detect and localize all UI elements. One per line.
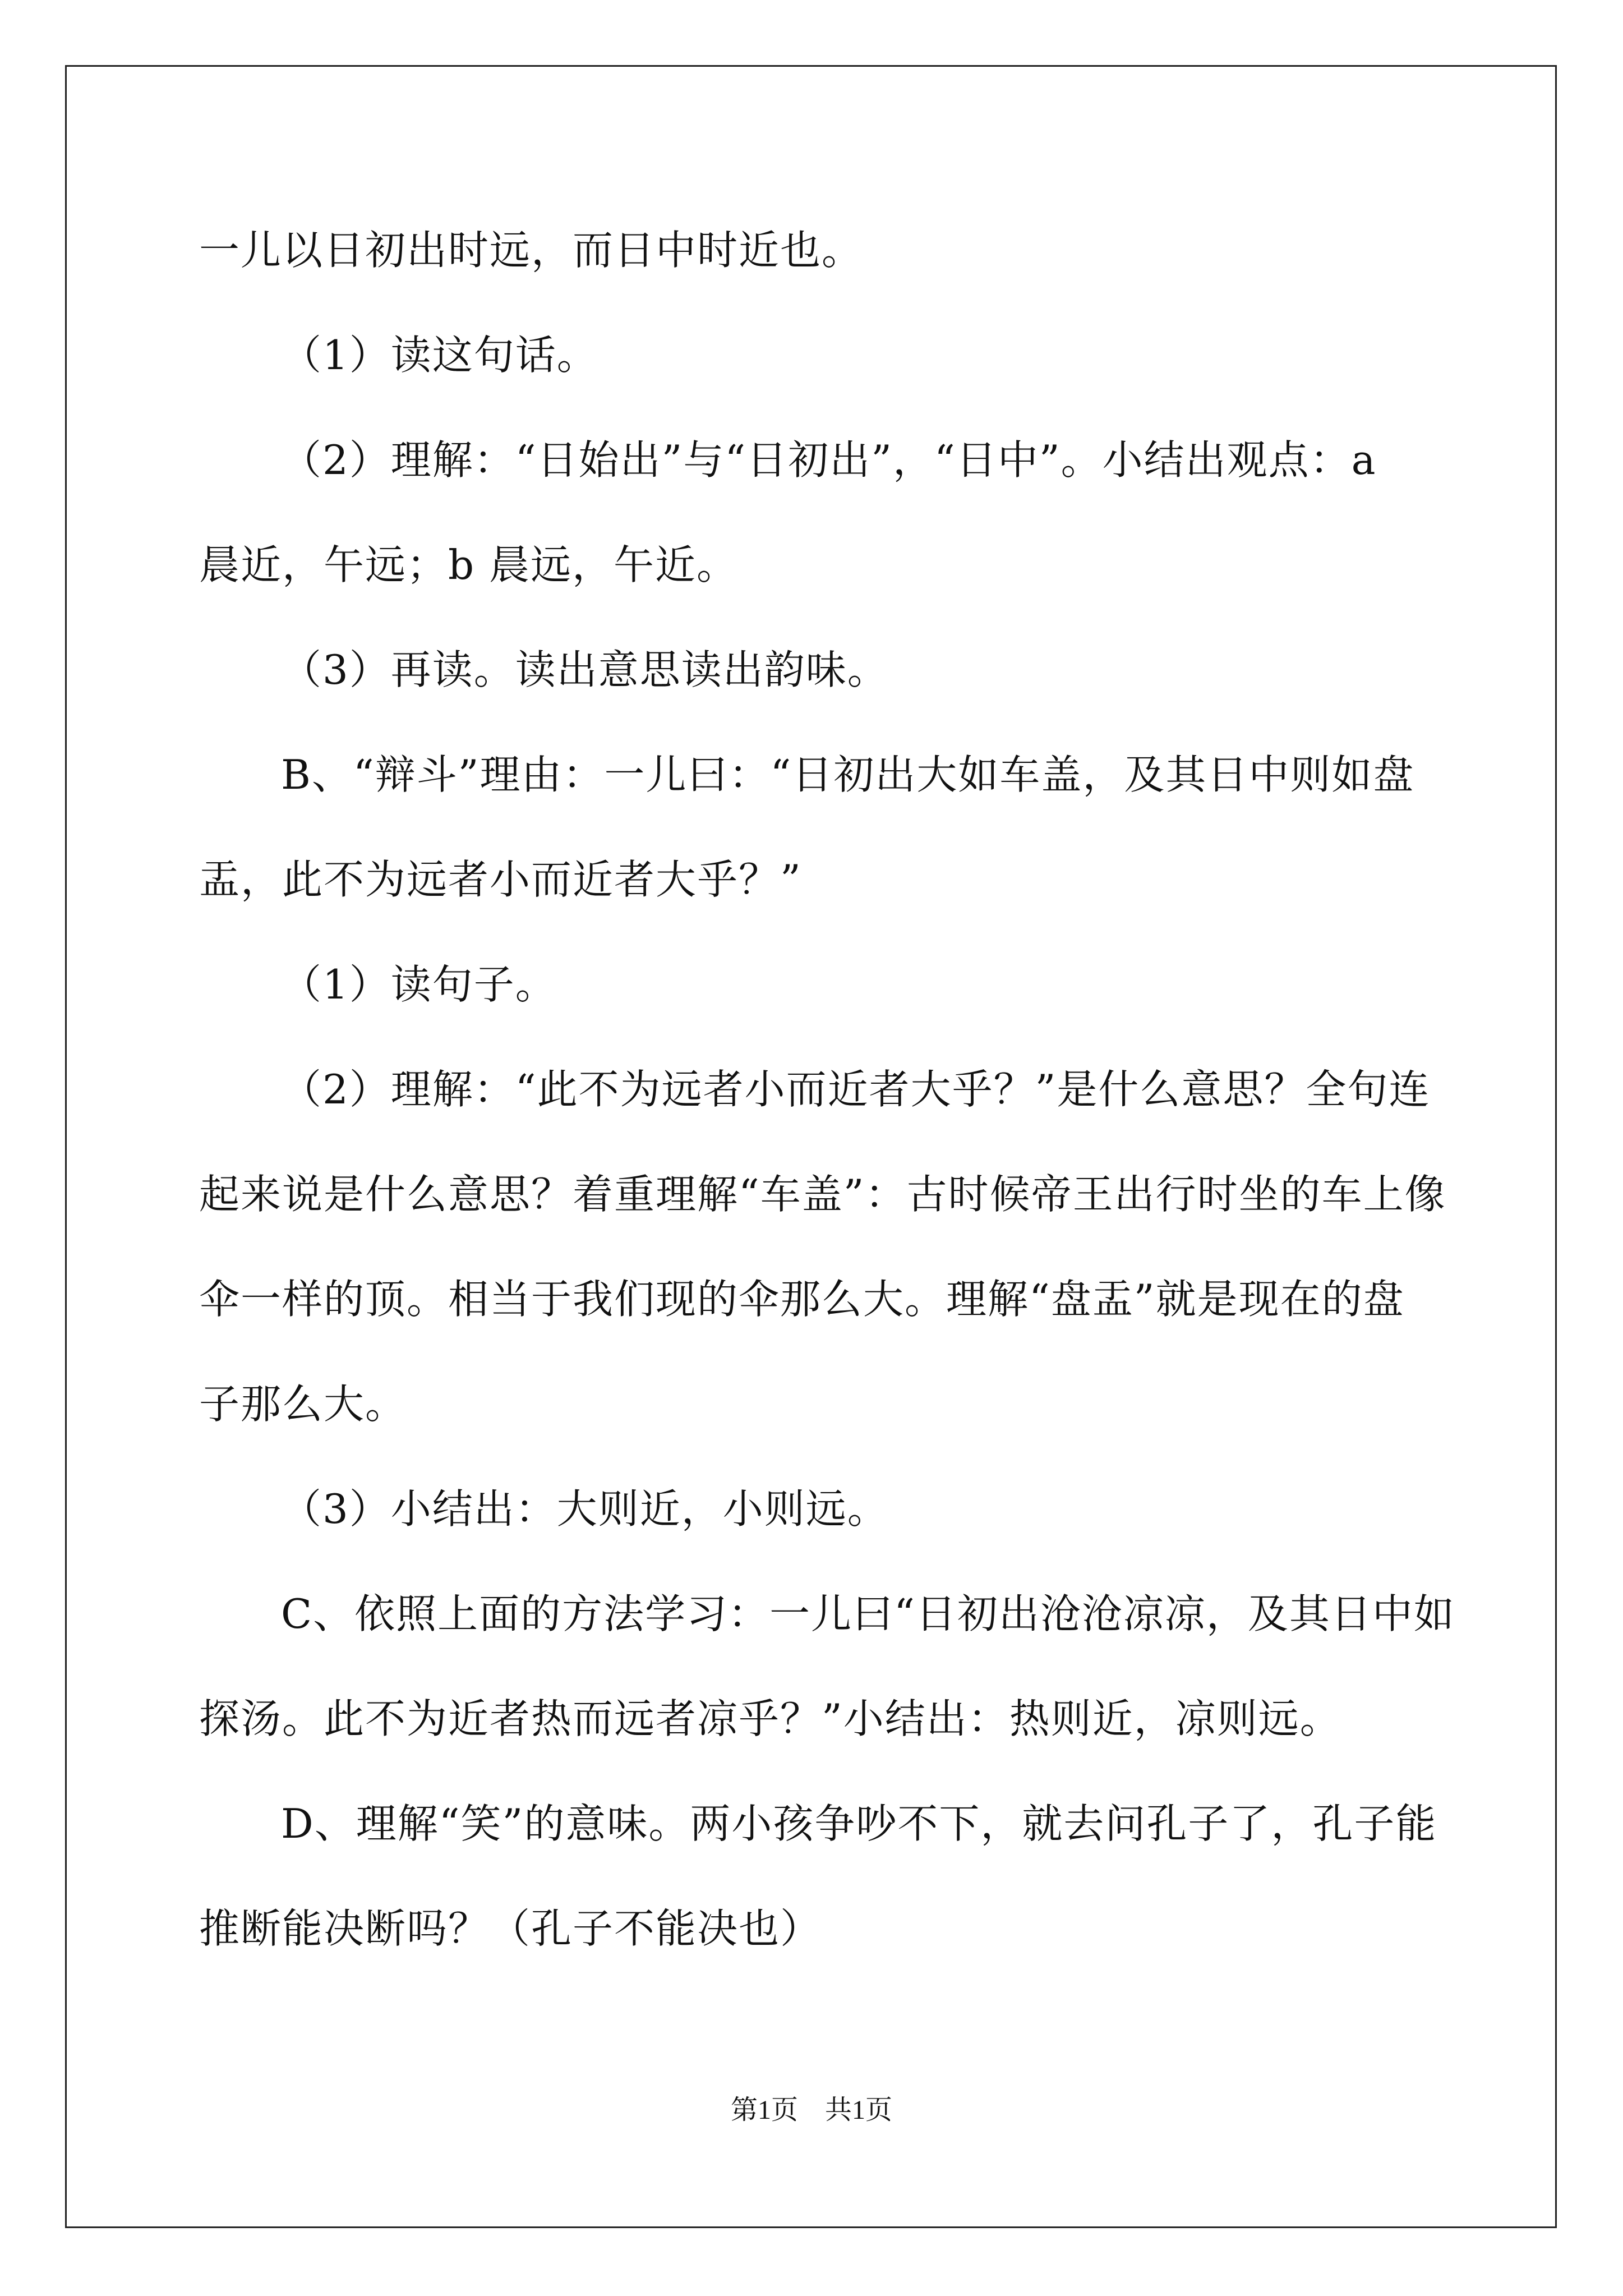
page-number: 第1页	[730, 2095, 798, 2125]
text-line: 推断能决断吗？（孔子不能决也）	[199, 1905, 822, 1952]
text-line: D、理解“笑”的意味。两小孩争吵不下，就去问孔子了，孔子能	[281, 1800, 1437, 1847]
text-line: （3）小结出：大则近，小则远。	[281, 1485, 889, 1533]
text-line: （2）理解：“日始出”与“日初出”，“日中”。小结出观点：a	[281, 436, 1377, 484]
text-line: （1）读句子。	[281, 961, 557, 1008]
text-line: 起来说是什么意思？着重理解“车盖”：古时候帝王出行时坐的车上像	[199, 1171, 1446, 1218]
text-line: （1）读这句话。	[281, 332, 598, 379]
text-line: B、“辩斗”理由：一儿曰：“日初出大如车盖，及其日中则如盘	[281, 751, 1415, 798]
text-line: （3）再读。读出意思读出韵味。	[281, 646, 889, 693]
text-line: 盂，此不为远者小而近者大乎？”	[199, 856, 802, 903]
text-line: 晨近，午远；b 晨远，午近。	[199, 541, 738, 588]
text-line: 子那么大。	[199, 1381, 407, 1428]
document-body	[199, 217, 1455, 2000]
text-line: C、依照上面的方法学习：一儿曰“日初出沧沧凉凉，及其日中如	[281, 1590, 1455, 1637]
text-line: （2）理解：“此不为远者小而近者大乎？”是什么意思？全句连	[281, 1066, 1431, 1113]
text-line: 一儿以日初出时远，而日中时近也。	[199, 227, 864, 274]
page-footer	[0, 2088, 1623, 2127]
text-line: 伞一样的顶。相当于我们现的伞那么大。理解“盘盂”就是现在的盘	[199, 1276, 1405, 1323]
page-count: 共1页	[825, 2095, 893, 2125]
text-line: 探汤。此不为近者热而远者凉乎？”小结出：热则近，凉则远。	[199, 1695, 1341, 1742]
